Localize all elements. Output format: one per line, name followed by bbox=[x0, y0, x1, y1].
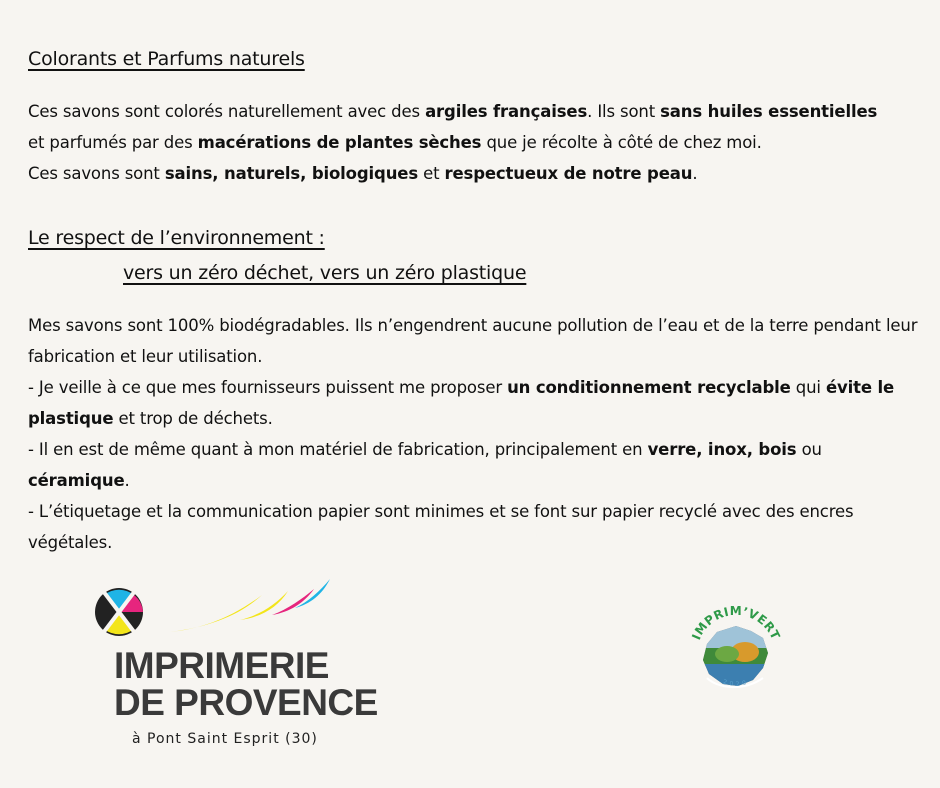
imprim-vert-logo bbox=[683, 598, 789, 706]
imprim-vert-badge-icon bbox=[683, 598, 789, 706]
imprimerie-de-provence-logo bbox=[90, 575, 400, 760]
paragraph-environment bbox=[28, 310, 918, 558]
section-subheading-zero-waste: vers un zéro déchet, vers un zéro plastique bbox=[123, 262, 527, 284]
text-line: et parfumés par des macérations de plantes sèches que je récolte à côté de chez moi. bbox=[28, 133, 762, 152]
section-heading-natural: Colorants et Parfums naturels bbox=[28, 48, 305, 70]
text-paragraph: Mes savons sont 100% biodégradables. Ils n’engendrent aucune pollution de l’eau et de la terre pendant leur fabrication et leur utilisation. bbox=[28, 316, 918, 366]
text-line: Ces savons sont sains, naturels, biologiques et respectueux de notre peau. bbox=[28, 164, 698, 183]
cmyk-swoosh-icon bbox=[90, 575, 400, 645]
logo-location: à Pont Saint Esprit (30) bbox=[132, 731, 318, 747]
logo-title-line2: DE PROVENCE bbox=[114, 682, 378, 723]
text-line: Ces savons sont colorés naturellement avec des argiles françaises. Ils sont sans huiles essentielles bbox=[28, 102, 878, 121]
imprim-vert-year: 2020 bbox=[722, 678, 750, 688]
imprim-vert-label: IMPRIM’VERT bbox=[689, 603, 783, 643]
text-paragraph: - Je veille à ce que mes fournisseurs puissent me proposer un conditionnement recyclable qui évite le plastique et trop de déchets. bbox=[28, 378, 895, 428]
logo-title-line1: IMPRIMERIE bbox=[114, 645, 329, 686]
paragraph-natural bbox=[28, 96, 918, 189]
text-paragraph: - Il en est de même quant à mon matériel de fabrication, principalement en verre, inox, bois ou céramique. bbox=[28, 440, 822, 490]
section-heading-environment: Le respect de l’environnement : bbox=[28, 227, 325, 249]
text-paragraph: - L’étiquetage et la communication papier sont minimes et se font sur papier recyclé avec des encres végétales. bbox=[28, 502, 854, 552]
